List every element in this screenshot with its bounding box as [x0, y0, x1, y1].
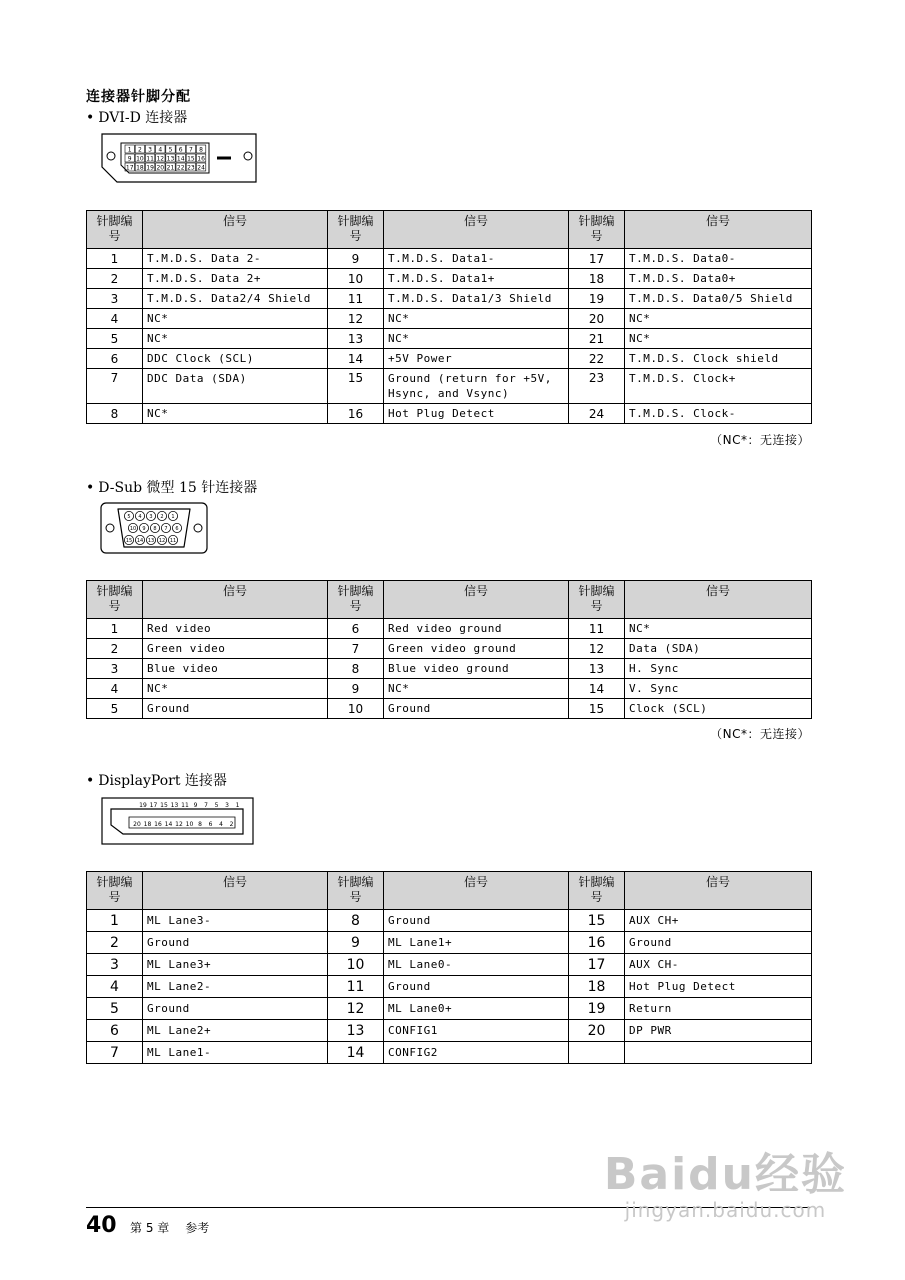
pin-signal: NC*	[143, 404, 328, 424]
signal-header: 信号	[625, 872, 812, 910]
pin-number	[569, 1042, 625, 1064]
table-row	[87, 289, 812, 309]
dvi-pin-table	[86, 210, 812, 424]
vga-pin-label: 15	[125, 538, 133, 544]
vga-pin-label: 12	[158, 538, 166, 544]
vga-pin-label: 1	[171, 514, 175, 520]
pin-number: 7	[87, 1042, 143, 1064]
table-row	[87, 976, 812, 998]
pin-signal: Hot Plug Detect	[625, 976, 812, 998]
dp-pin-label-top: 13	[170, 802, 179, 809]
dp-pin-label-bottom: 12	[175, 821, 183, 828]
pin-signal: NC*	[384, 329, 569, 349]
dp-pin-label-top: 5	[214, 802, 219, 809]
pin-signal: NC*	[384, 679, 569, 699]
dp-pin-label-bottom: 6	[208, 821, 213, 828]
pin-header: 针脚编号	[328, 872, 384, 910]
dp-pin-label-bottom: 16	[154, 821, 162, 828]
table-row	[87, 699, 812, 719]
dvi-pin-label: 7	[188, 146, 193, 154]
dp-pin-label-top: 1	[235, 802, 240, 809]
pin-signal: DP PWR	[625, 1020, 812, 1042]
vga-pin-label: 5	[127, 514, 131, 520]
pin-header: 针脚编号	[569, 581, 625, 619]
pin-number: 4	[87, 309, 143, 329]
pin-signal: T.M.D.S. Data1-	[384, 249, 569, 269]
table-row	[87, 269, 812, 289]
pin-signal: Green video	[143, 639, 328, 659]
table-row	[87, 954, 812, 976]
dvi-pin-label: 12	[156, 155, 165, 163]
dvi-pin-label: 3	[148, 146, 153, 154]
vga-pin-table	[86, 580, 812, 719]
pin-number: 9	[328, 679, 384, 699]
pin-signal: Ground	[143, 699, 328, 719]
pin-number: 19	[569, 998, 625, 1020]
vga-pin-label: 14	[136, 538, 144, 544]
table-row	[87, 404, 812, 424]
pin-number: 14	[328, 1042, 384, 1064]
pin-number: 4	[87, 976, 143, 998]
pin-number: 23	[569, 369, 625, 404]
pin-signal: T.M.D.S. Clock shield	[625, 349, 812, 369]
chapter-label: 第 5 章 参考	[130, 1221, 210, 1235]
dvi-pin-label: 22	[176, 164, 185, 172]
signal-header: 信号	[143, 581, 328, 619]
pin-signal: T.M.D.S. Data2/4 Shield	[143, 289, 328, 309]
pin-number: 13	[569, 659, 625, 679]
vga-pin-label: 7	[164, 526, 168, 532]
pin-signal: CONFIG1	[384, 1020, 569, 1042]
pin-signal: NC*	[143, 309, 328, 329]
vga-section-title: • D-Sub 微型 15 针连接器	[86, 480, 258, 496]
vga-pin-label: 3	[149, 514, 153, 520]
pin-number: 2	[87, 269, 143, 289]
pin-number: 5	[87, 998, 143, 1020]
pin-signal: Blue video ground	[384, 659, 569, 679]
pin-number: 12	[328, 998, 384, 1020]
pin-signal: V. Sync	[625, 679, 812, 699]
pin-number: 19	[569, 289, 625, 309]
pin-signal: Ground (return for +5V, Hsync, and Vsync)	[384, 369, 569, 404]
pin-signal: T.M.D.S. Clock-	[625, 404, 812, 424]
pin-number: 24	[569, 404, 625, 424]
table-row	[87, 998, 812, 1020]
pin-signal: Return	[625, 998, 812, 1020]
dvi-pin-label: 4	[158, 146, 163, 154]
pin-number: 11	[328, 289, 384, 309]
page-number: 40	[86, 1213, 117, 1238]
pin-number: 7	[328, 639, 384, 659]
dvi-pin-label: 1	[127, 146, 132, 154]
table-row	[87, 329, 812, 349]
pin-header: 针脚编号	[328, 211, 384, 249]
pin-signal: ML Lane3-	[143, 910, 328, 932]
signal-header: 信号	[384, 581, 569, 619]
table-row	[87, 659, 812, 679]
dvi-connector-diagram	[101, 133, 257, 183]
pin-number: 11	[569, 619, 625, 639]
dp-connector-diagram	[101, 797, 254, 845]
pin-signal: NC*	[625, 619, 812, 639]
pin-signal: Ground	[384, 910, 569, 932]
dp-pin-label-bottom: 18	[143, 821, 152, 828]
pin-signal: H. Sync	[625, 659, 812, 679]
pin-signal: NC*	[625, 329, 812, 349]
pin-number: 11	[328, 976, 384, 998]
pin-number: 5	[87, 699, 143, 719]
dvi-pin-label: 20	[156, 164, 165, 172]
signal-header: 信号	[143, 211, 328, 249]
signal-header: 信号	[384, 872, 569, 910]
pin-number: 3	[87, 289, 143, 309]
pin-number: 7	[87, 369, 143, 404]
pin-header: 针脚编号	[328, 581, 384, 619]
pin-signal: T.M.D.S. Clock+	[625, 369, 812, 404]
table-row	[87, 1020, 812, 1042]
dp-pin-label-top: 17	[149, 802, 158, 809]
dvi-pin-label: 24	[197, 164, 205, 172]
pin-number: 6	[87, 1020, 143, 1042]
dp-pin-label-top: 3	[225, 802, 229, 809]
pin-signal: Clock (SCL)	[625, 699, 812, 719]
vga-pin-label: 8	[153, 526, 157, 532]
watermark-url: jingyan.baidu.com	[624, 1198, 827, 1222]
dp-pin-label-bottom: 8	[198, 821, 202, 828]
pin-number: 16	[569, 932, 625, 954]
pin-signal: NC*	[143, 679, 328, 699]
vga-pin-label: 2	[160, 514, 164, 520]
pin-signal: Ground	[143, 932, 328, 954]
pin-number: 20	[569, 309, 625, 329]
pin-signal: NC*	[384, 309, 569, 329]
table-row	[87, 932, 812, 954]
dvi-section-title: • DVI-D 连接器	[86, 110, 188, 126]
dp-section-title: • DisplayPort 连接器	[86, 773, 227, 789]
dvi-pin-label: 15	[187, 155, 195, 163]
dvi-pin-label: 21	[166, 164, 175, 172]
dvi-pin-label: 17	[125, 164, 134, 172]
pin-header: 针脚编号	[569, 872, 625, 910]
dp-pin-label-bottom: 4	[219, 821, 223, 828]
signal-header: 信号	[384, 211, 569, 249]
pin-number: 9	[328, 932, 384, 954]
pin-number: 22	[569, 349, 625, 369]
pin-number: 15	[569, 910, 625, 932]
pin-number: 2	[87, 932, 143, 954]
vga-pin-label: 13	[147, 538, 155, 544]
dvi-pin-label: 8	[199, 146, 204, 154]
pin-number: 16	[328, 404, 384, 424]
table-row	[87, 910, 812, 932]
dp-pin-label-bottom: 2	[229, 821, 234, 828]
pin-signal: CONFIG2	[384, 1042, 569, 1064]
pin-number: 14	[328, 349, 384, 369]
pin-signal: Red video	[143, 619, 328, 639]
pin-header: 针脚编号	[87, 211, 143, 249]
pin-signal: ML Lane3+	[143, 954, 328, 976]
table-row	[87, 249, 812, 269]
pin-signal: T.M.D.S. Data0/5 Shield	[625, 289, 812, 309]
pin-header: 针脚编号	[87, 872, 143, 910]
pin-number: 21	[569, 329, 625, 349]
signal-header: 信号	[625, 211, 812, 249]
pin-number: 3	[87, 659, 143, 679]
pin-signal: AUX CH+	[625, 910, 812, 932]
pin-signal: T.M.D.S. Data0+	[625, 269, 812, 289]
table-row	[87, 1042, 812, 1064]
dp-pin-label-top: 9	[193, 802, 198, 809]
pin-signal: ML Lane1+	[384, 932, 569, 954]
pin-signal: T.M.D.S. Data 2+	[143, 269, 328, 289]
vga-pin-label: 6	[175, 526, 179, 532]
table-row	[87, 619, 812, 639]
pin-signal: Ground	[384, 699, 569, 719]
dvi-pin-label: 23	[187, 164, 195, 172]
pin-number: 2	[87, 639, 143, 659]
pin-number: 3	[87, 954, 143, 976]
dp-pin-label-bottom: 20	[133, 821, 141, 828]
dp-pin-label-bottom: 14	[164, 821, 173, 828]
pin-signal: T.M.D.S. Data1/3 Shield	[384, 289, 569, 309]
pin-number: 15	[328, 369, 384, 404]
dvi-pin-label: 10	[136, 155, 144, 163]
vga-pin-label: 10	[129, 526, 137, 532]
pin-number: 6	[87, 349, 143, 369]
dvi-nc-note: （NC*：无连接）	[710, 433, 810, 447]
vga-nc-note: （NC*：无连接）	[710, 727, 810, 741]
table-row	[87, 369, 812, 404]
pin-signal: AUX CH-	[625, 954, 812, 976]
pin-number: 12	[569, 639, 625, 659]
pin-number: 13	[328, 1020, 384, 1042]
dvi-pin-label: 11	[146, 155, 154, 163]
pin-signal: Hot Plug Detect	[384, 404, 569, 424]
pin-number: 18	[569, 269, 625, 289]
pin-number: 17	[569, 954, 625, 976]
signal-header: 信号	[625, 581, 812, 619]
pin-signal: Ground	[625, 932, 812, 954]
pin-signal: T.M.D.S. Data0-	[625, 249, 812, 269]
pin-signal: DDC Clock (SCL)	[143, 349, 328, 369]
pin-number: 14	[569, 679, 625, 699]
pin-signal: NC*	[625, 309, 812, 329]
baidu-watermark	[604, 1138, 847, 1222]
pin-signal: T.M.D.S. Data 2-	[143, 249, 328, 269]
pin-signal: ML Lane2-	[143, 976, 328, 998]
vga-pin-label: 9	[142, 526, 146, 532]
pin-signal: Green video ground	[384, 639, 569, 659]
pin-signal: Data (SDA)	[625, 639, 812, 659]
pin-signal: Ground	[143, 998, 328, 1020]
table-row	[87, 349, 812, 369]
pin-signal: ML Lane0+	[384, 998, 569, 1020]
dvi-pin-label: 9	[127, 155, 132, 163]
pin-number: 9	[328, 249, 384, 269]
dp-pin-label-top: 15	[160, 802, 168, 809]
dvi-pin-label: 2	[137, 146, 142, 154]
table-header-row	[87, 581, 812, 619]
dp-pin-label-top: 11	[181, 802, 189, 809]
pin-number: 10	[328, 699, 384, 719]
dvi-pin-label: 19	[146, 164, 154, 172]
watermark-brand: Baidu经验	[603, 1149, 847, 1200]
page-heading: 连接器针脚分配	[86, 89, 191, 105]
vga-pin-label: 4	[138, 514, 142, 520]
pin-signal: T.M.D.S. Data1+	[384, 269, 569, 289]
table-row	[87, 639, 812, 659]
dvi-pin-label: 18	[136, 164, 144, 172]
pin-signal: ML Lane1-	[143, 1042, 328, 1064]
dvi-pin-label: 16	[197, 155, 205, 163]
pin-number: 10	[328, 954, 384, 976]
pin-number: 12	[328, 309, 384, 329]
pin-number: 18	[569, 976, 625, 998]
dvi-pin-label: 14	[176, 155, 185, 163]
vga-pin-label: 11	[169, 538, 177, 544]
pin-number: 8	[87, 404, 143, 424]
table-header-row	[87, 872, 812, 910]
pin-signal: ML Lane2+	[143, 1020, 328, 1042]
pin-number: 1	[87, 249, 143, 269]
pin-number: 5	[87, 329, 143, 349]
signal-header: 信号	[143, 872, 328, 910]
pin-signal: ML Lane0-	[384, 954, 569, 976]
pin-number: 1	[87, 910, 143, 932]
pin-signal: DDC Data (SDA)	[143, 369, 328, 404]
table-row	[87, 679, 812, 699]
pin-signal: Blue video	[143, 659, 328, 679]
pin-number: 15	[569, 699, 625, 719]
dvi-pin-label: 13	[166, 155, 175, 163]
pin-number: 6	[328, 619, 384, 639]
pin-number: 4	[87, 679, 143, 699]
pin-signal: +5V Power	[384, 349, 569, 369]
pin-number: 8	[328, 910, 384, 932]
vga-connector-diagram	[100, 502, 208, 554]
pin-signal: Red video ground	[384, 619, 569, 639]
pin-number: 10	[328, 269, 384, 289]
pin-signal: Ground	[384, 976, 569, 998]
pin-number: 8	[328, 659, 384, 679]
pin-number: 13	[328, 329, 384, 349]
dvi-pin-label: 6	[178, 146, 183, 154]
pin-signal	[625, 1042, 812, 1064]
dp-pin-label-top: 19	[139, 802, 147, 809]
pin-number: 17	[569, 249, 625, 269]
pin-number: 20	[569, 1020, 625, 1042]
dp-pin-label-top: 7	[204, 802, 208, 809]
pin-signal: NC*	[143, 329, 328, 349]
dvi-pin-label: 5	[168, 146, 173, 154]
pin-header: 针脚编号	[87, 581, 143, 619]
dp-pin-table	[86, 871, 812, 1064]
dp-pin-label-bottom: 10	[185, 821, 194, 828]
pin-number: 1	[87, 619, 143, 639]
pin-header: 针脚编号	[569, 211, 625, 249]
table-row	[87, 309, 812, 329]
table-header-row	[87, 211, 812, 249]
